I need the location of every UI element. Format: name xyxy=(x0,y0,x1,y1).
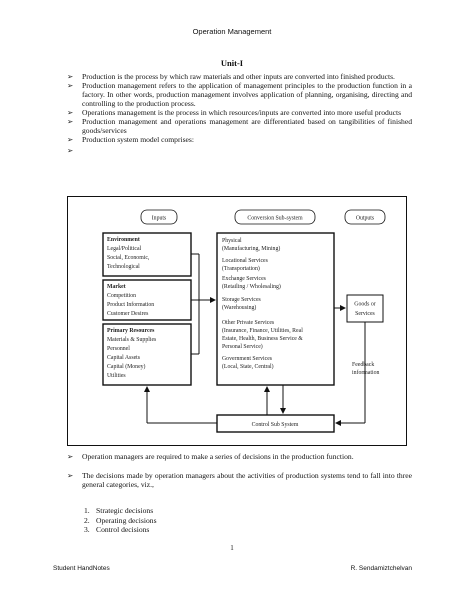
goods-services-box xyxy=(347,295,383,322)
footer-left: Student HandNotes xyxy=(53,565,110,572)
production-system-svg xyxy=(67,196,407,446)
inputs-label: Inputs xyxy=(151,215,167,222)
goods-services-line: Services xyxy=(355,311,375,317)
environment-line: Legal/Political xyxy=(107,246,142,252)
bullet-item xyxy=(67,81,412,108)
market-title: Market xyxy=(107,284,126,290)
primary-resources-line: Materials & Supplies xyxy=(107,337,157,343)
production-system-diagram xyxy=(67,196,407,446)
primary-resources-line: Capital Assets xyxy=(107,355,141,361)
market-line: Customer Desires xyxy=(107,311,149,317)
decision-number: 1. xyxy=(84,506,90,515)
arrow-bullet-icon: ➢ xyxy=(67,135,74,144)
bullet-item xyxy=(67,452,412,461)
decision-number: 2. xyxy=(84,515,90,525)
conversion-line: (Warehousing) xyxy=(222,305,257,311)
conversion-line: Locational Services xyxy=(222,258,268,264)
conversion-line: (Retailing / Wholesaling) xyxy=(222,284,281,290)
conversion-line: Physical xyxy=(222,238,242,244)
after-bullet-1 xyxy=(67,452,412,461)
conversion-line: Estate, Health, Business Service & xyxy=(222,336,303,342)
decisions-list xyxy=(84,506,157,535)
conversion-line: Government Services xyxy=(222,356,273,362)
goods-services-line: Goods or xyxy=(354,301,376,308)
environment-line: Social, Economic, xyxy=(107,255,150,261)
conversion-line: (Manufacturing, Mining) xyxy=(222,246,281,252)
bullet-item xyxy=(67,72,412,81)
primary-resources-line: Utilities xyxy=(107,373,126,379)
arrow-bullet-icon: ➢ xyxy=(67,72,74,81)
conversion-line: (Transportation) xyxy=(222,266,260,272)
bullet-item-empty xyxy=(67,146,412,155)
bullet-text: Production is the process by which raw materials and other inputs are converted into finished products. xyxy=(82,72,395,81)
conversion-line: Other Private Services xyxy=(222,320,275,326)
environment-title: Environment xyxy=(107,237,140,243)
bullet-text: Production system model comprises: xyxy=(82,135,194,144)
feedback-label: Feedback xyxy=(352,362,375,368)
conversion-label: Conversion Sub-system xyxy=(247,215,303,222)
arrow-bullet-icon: ➢ xyxy=(67,452,74,461)
unit-title: Unit-I xyxy=(220,58,244,68)
page-number: 1 xyxy=(230,544,234,552)
arrow-bullet-icon: ➢ xyxy=(67,117,74,126)
intro-bullet-list xyxy=(67,72,412,155)
bullet-text: Production management and operations management are differentiated based on tangibilities of finished goods/services xyxy=(82,117,412,135)
arrow-bullet-icon: ➢ xyxy=(67,108,74,117)
after-bullet-2 xyxy=(67,471,412,489)
primary-resources-line: Capital (Money) xyxy=(107,364,146,370)
conversion-line: (Local, State, Central) xyxy=(222,364,274,370)
primary-resources-line: Personnel xyxy=(107,346,130,352)
decision-item xyxy=(84,506,157,516)
bullet-text: Operation managers are required to make a series of decisions in the production function. xyxy=(82,452,354,461)
bullet-text xyxy=(82,146,84,155)
bullet-text: Operations management is the process in which resources/inputs are converted into more useful products xyxy=(82,108,402,117)
conversion-line: (Insurance, Finance, Utilities, Real xyxy=(222,328,303,334)
outputs-label: Outputs xyxy=(355,215,375,222)
page-header: Operation Management xyxy=(192,27,272,36)
arrow-bullet-icon: ➢ xyxy=(67,146,74,155)
conversion-line: Personal Service) xyxy=(222,344,263,350)
arrow-bullet-icon: ➢ xyxy=(67,471,74,480)
decision-text: Strategic decisions xyxy=(96,506,154,515)
bullet-item xyxy=(67,117,412,135)
conversion-line: Exchange Services xyxy=(222,276,266,282)
bullet-item xyxy=(67,135,412,144)
market-line: Competition xyxy=(107,293,136,299)
bullet-item xyxy=(67,471,412,489)
bullet-text: The decisions made by operation managers about the activities of production systems tend to fall into three general categories, viz., xyxy=(82,471,412,489)
footer-right: R. Sendamiztchelvan xyxy=(350,565,412,572)
bullet-item xyxy=(67,108,412,117)
bullet-text: Production management refers to the application of management principles to the production function in a factory. In other words, production management involves application of planning, organising, directing and controlling to the production process. xyxy=(82,81,412,108)
feedback-label: information xyxy=(352,370,380,376)
primary-resources-title: Primary Resources xyxy=(107,328,155,334)
decision-item xyxy=(84,525,157,535)
control-subsystem-label: Control Sub System xyxy=(251,422,299,428)
decision-text: Control decisions xyxy=(96,525,150,534)
decision-text: Operating decisions xyxy=(96,515,157,525)
environment-line: Technological xyxy=(107,264,140,270)
decision-number: 3. xyxy=(84,525,90,534)
decision-item xyxy=(84,516,157,526)
market-line: Product Information xyxy=(107,302,155,308)
arrow-bullet-icon: ➢ xyxy=(67,81,74,90)
conversion-line: Storage Services xyxy=(222,297,261,303)
